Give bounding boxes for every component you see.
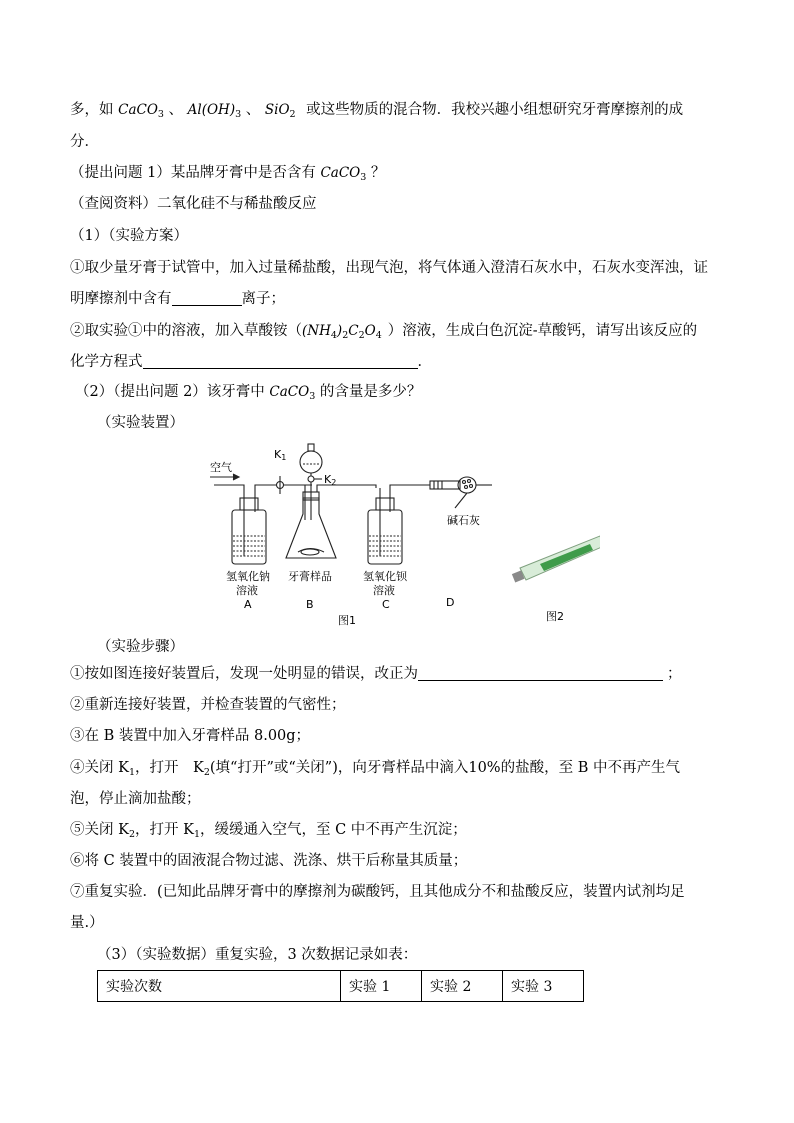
plan-step-1-cont: 明摩擦剂中含有 离子； [70, 291, 285, 307]
letter-b: B [306, 598, 314, 611]
step-6: ⑥将 C 装置中的固液混合物过滤、洗涤、烘干后称量其质量； [70, 853, 468, 869]
plan-heading: （1）（实验方案） [70, 228, 188, 244]
toothpaste-tube-image [512, 536, 600, 583]
answer-blank[interactable] [172, 291, 242, 306]
separator: 、 [245, 102, 261, 118]
figure-1-caption: 图1 [338, 614, 356, 627]
plan-step-2-cont: 化学方程式 ． [70, 354, 432, 370]
label-soda-lime: 碱石灰 [447, 514, 480, 527]
data-heading: （3）（实验数据）重复实验，3 次数据记录如表： [97, 947, 418, 963]
label-c-1: 氢氧化钡 [363, 570, 407, 583]
step-2: ②重新连接好装置，并检查装置的气密性； [70, 697, 346, 713]
table-row [98, 971, 584, 1002]
intro-text: 多，如 [70, 102, 114, 118]
step-5: ⑤关闭 $K_2$，打开 $K_1$，缓缓通入空气，至 C 中不再产生沉淀； [70, 822, 467, 840]
label-k2: K2 [324, 473, 337, 487]
table-header-cell: 实验 3 [503, 971, 584, 1002]
step-7-cont: 量.） [70, 915, 104, 931]
formula-aloh3: $Al(OH)_3$ [187, 102, 242, 120]
reference-info: （查阅资料）二氧化硅不与稀盐酸反应 [70, 196, 317, 212]
k1-valve [277, 476, 284, 494]
answer-blank[interactable] [418, 666, 663, 681]
question-1: （提出问题 1）某品牌牙膏中是否含有 CaCO$_3$ ？ [70, 165, 386, 183]
label-a-2: 溶液 [236, 584, 258, 597]
label-b: 牙膏样品 [288, 570, 332, 583]
apparatus-figure [200, 440, 600, 632]
formula-caco3: CaCO$_3$ [269, 384, 316, 402]
bottle-c [368, 488, 402, 564]
letter-c: C [382, 598, 390, 611]
table-header-cell: 实验 1 [341, 971, 422, 1002]
figure-2-caption: 图2 [546, 610, 564, 623]
label-air: 空气 [210, 461, 232, 474]
steps-heading: （实验步骤） [97, 639, 184, 655]
apparatus-heading: （实验装置） [97, 415, 184, 431]
table-header-cell: 实验 2 [422, 971, 503, 1002]
step-4: ④关闭 $K_1$，打开 $K_2$(填“打开”或“关闭”)，向牙膏样品中滴入10%的盐酸，至 B 中不再产生气 [70, 760, 680, 778]
formula-caco3: CaCO$_3$ [320, 165, 367, 183]
step-1: ①按如图连接好装置后，发现一处明显的错误，改正为 ； [70, 666, 682, 682]
step-3: ③在 B 装置中加入牙膏样品 8.00g； [70, 728, 311, 744]
intro-line [70, 100, 683, 125]
drying-tube-d [430, 477, 492, 508]
plan-step-2: ②取实验①中的溶液，加入草酸铵（$(NH_4)_2C_2O_4$ ）溶液，生成白色沉淀-草酸钙，请写出该反应的 [70, 323, 698, 341]
separator: 、 [168, 102, 184, 118]
label-c-2: 溶液 [373, 584, 395, 597]
equation-blank[interactable] [143, 354, 418, 369]
plan-step-1: ①取少量牙膏于试管中，加入过量稀盐酸，出现气泡，将气体通入澄清石灰水中，石灰水变浑浊，证 [70, 260, 708, 276]
question-2: （2）（提出问题 2）该牙膏中 CaCO$_3$ 的含量是多少？ [75, 384, 422, 402]
formula-ammonium-oxalate: $(NH_4)_2C_2O_4$ [302, 323, 382, 341]
intro-continued: 分． [70, 134, 99, 150]
label-a-1: 氢氧化钠 [226, 570, 270, 583]
step-7: ⑦重复实验．(已知此品牌牙膏中的摩擦剂为碳酸钙，且其他成分不和盐酸反应，装置内试剂均足 [70, 884, 685, 900]
intro-text-post: 或这些物质的混合物．我校兴趣小组想研究牙膏摩擦剂的成 [306, 102, 684, 118]
formula-sio2: SiO$_2$ [264, 102, 296, 120]
data-table [97, 970, 584, 1002]
letter-d: D [446, 596, 455, 609]
label-k1: K1 [274, 448, 287, 462]
bottle-a [232, 488, 266, 564]
step-4-cont: 泡，停止滴加盐酸； [70, 791, 201, 807]
formula-caco3: CaCO$_3$ [118, 102, 164, 120]
letter-a: A [244, 598, 252, 611]
table-header-cell: 实验次数 [98, 971, 341, 1002]
